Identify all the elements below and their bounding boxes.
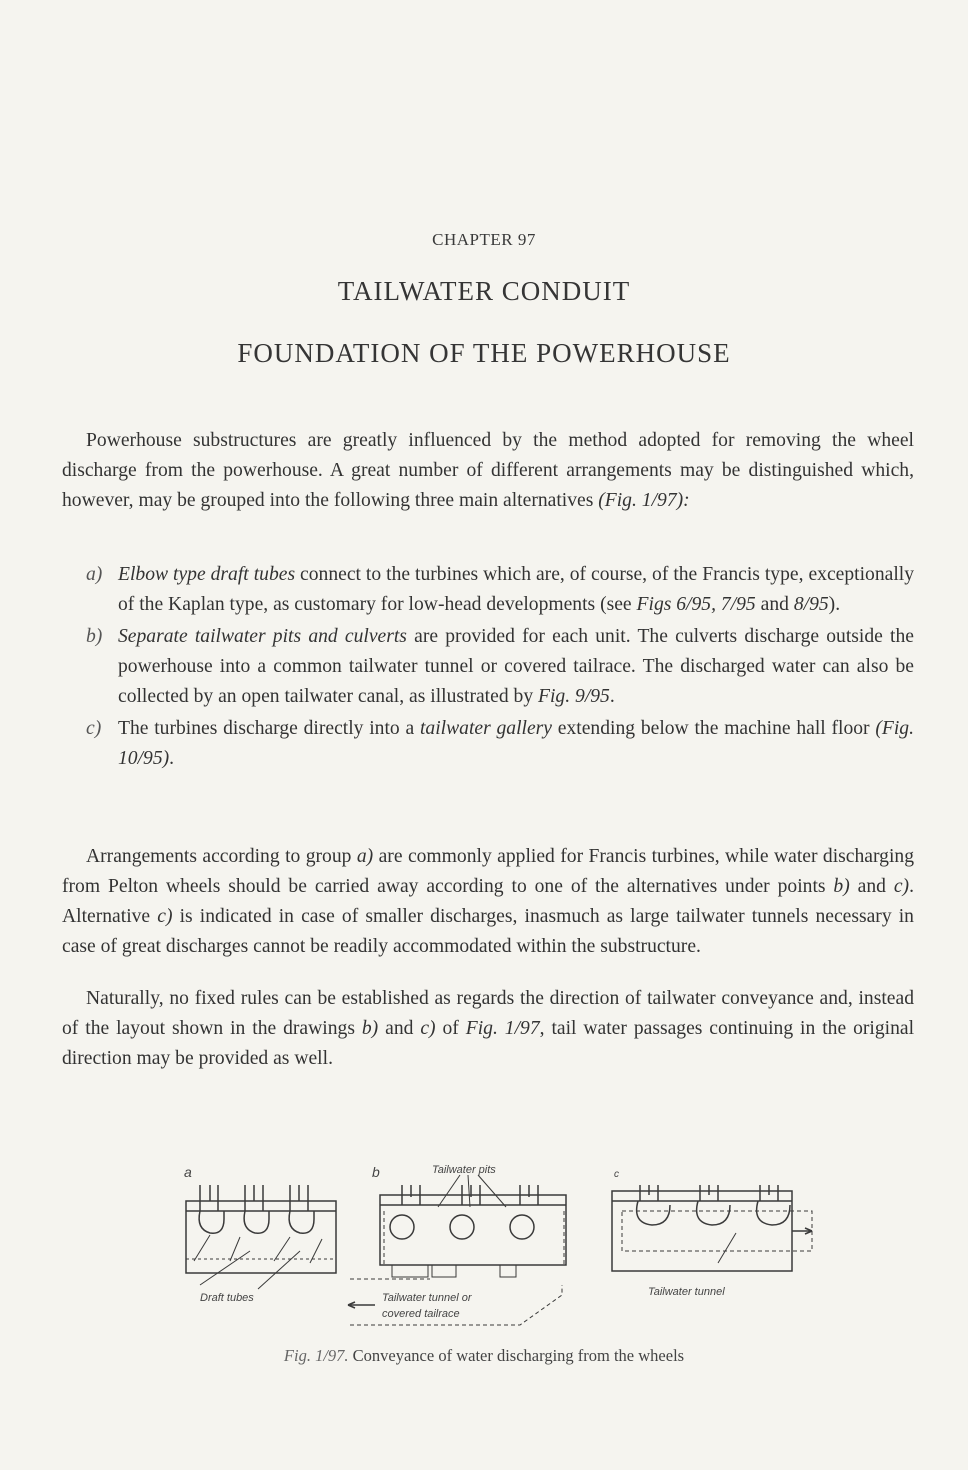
label-tunnel-line2: covered tailrace	[382, 1308, 460, 1320]
paragraph-text: and	[849, 876, 894, 897]
panel-c-label: c	[614, 1169, 619, 1180]
list-text: and	[755, 594, 794, 615]
paragraph-naturally	[62, 984, 914, 1074]
conveyance-diagram	[170, 1155, 830, 1335]
list-item-c	[86, 714, 914, 774]
figure-reference: (Fig. 1/97):	[598, 490, 690, 511]
paragraph-text: Arrangements according to group	[86, 846, 357, 867]
list-marker: b)	[86, 626, 103, 647]
figure-reference: Fig. 1/97	[465, 1018, 540, 1039]
caption-text: Conveyance of water discharging from the wheels	[348, 1346, 685, 1365]
panel-a-label: a	[184, 1164, 192, 1180]
paragraph-text: Naturally, no fixed rules can be established as regards the direction of tailwater conveyance and, instead of the layout shown in the drawings	[62, 988, 914, 1039]
list-text: connect to the turbines which are, of course, of the Francis type, exceptionally of the Kaplan type, as customary for low-head developments (see	[118, 564, 914, 615]
list-text: extending below the machine hall floor	[552, 718, 876, 739]
group-reference: b)	[833, 876, 850, 897]
panel-a-drawing	[186, 1185, 336, 1289]
chapter-subtitle: FOUNDATION OF THE POWERHOUSE	[237, 338, 731, 368]
paragraph-intro-text: Powerhouse substructures are greatly influenced by the method adopted for removing the wheel discharge from the powerhouse. A great number of different arrangements may be distinguished which, however, may be grouped into the following three main alternatives	[62, 430, 914, 511]
list-marker: c)	[86, 718, 102, 739]
label-tailwater-tunnel: Tailwater tunnel	[648, 1286, 725, 1298]
list-text: .	[169, 748, 175, 769]
list-marker: a)	[86, 564, 103, 585]
label-draft-tubes: Draft tubes	[200, 1292, 254, 1304]
figure-reference: Fig. 9/95	[538, 686, 610, 707]
list-item-a	[86, 560, 914, 620]
group-reference: b)	[361, 1018, 379, 1039]
group-reference: c)	[893, 876, 910, 897]
alternatives-list	[86, 560, 914, 776]
chapter-title: TAILWATER CONDUIT	[337, 276, 631, 306]
group-reference: c)	[157, 906, 173, 927]
list-term: Separate tailwater pits and culverts	[118, 626, 407, 647]
group-reference: a)	[356, 846, 374, 867]
figure-reference: (Fig. 10/95)	[118, 718, 914, 769]
panel-c-drawing	[612, 1185, 812, 1271]
list-text: The turbines discharge directly into a	[118, 718, 420, 739]
caption-figure-number: Fig. 1/97.	[283, 1346, 349, 1365]
chapter-label: CHAPTER 97	[432, 230, 536, 249]
paragraph-text: is indicated in case of smaller discharges, inasmuch as large tailwater tunnels necessary in case of great discharges cannot be readily accommodated within the substructure.	[62, 906, 914, 957]
paragraph-text: of	[435, 1018, 466, 1039]
group-reference: c)	[420, 1018, 436, 1039]
paragraph-text: , tail water passages continuing in the original direction may be provided as well.	[62, 1018, 915, 1069]
label-tunnel-line1: Tailwater tunnel or	[382, 1292, 472, 1304]
list-term: Elbow type draft tubes	[118, 564, 296, 585]
paragraph-text: . Alternative	[62, 876, 914, 927]
list-item-b	[86, 622, 914, 712]
figure-conveyance-diagram	[170, 1155, 830, 1335]
list-text: are provided for each unit. The culverts discharge outside the powerhouse into a common tailwater tunnel or covered tailrace. The discharged water can also be collected by an open tailwater canal, as illustrated by	[118, 626, 914, 707]
paragraph-text: and	[378, 1018, 421, 1039]
figure-caption	[0, 1346, 968, 1366]
list-text: .	[609, 686, 615, 707]
figure-reference: Figs 6/95, 7/95	[636, 594, 756, 615]
panel-b-label: b	[372, 1164, 380, 1180]
label-tailwater-pits: Tailwater pits	[432, 1164, 496, 1176]
paragraph-arrangements	[62, 842, 914, 962]
list-text: ).	[828, 594, 841, 615]
list-term: tailwater gallery	[419, 718, 553, 739]
figure-reference: 8/95	[793, 594, 829, 615]
paragraph-intro	[62, 426, 914, 516]
paragraph-text: are commonly applied for Francis turbines, while water discharging from Pelton wheels should be carried away according to one of the alternatives under points	[62, 846, 914, 897]
